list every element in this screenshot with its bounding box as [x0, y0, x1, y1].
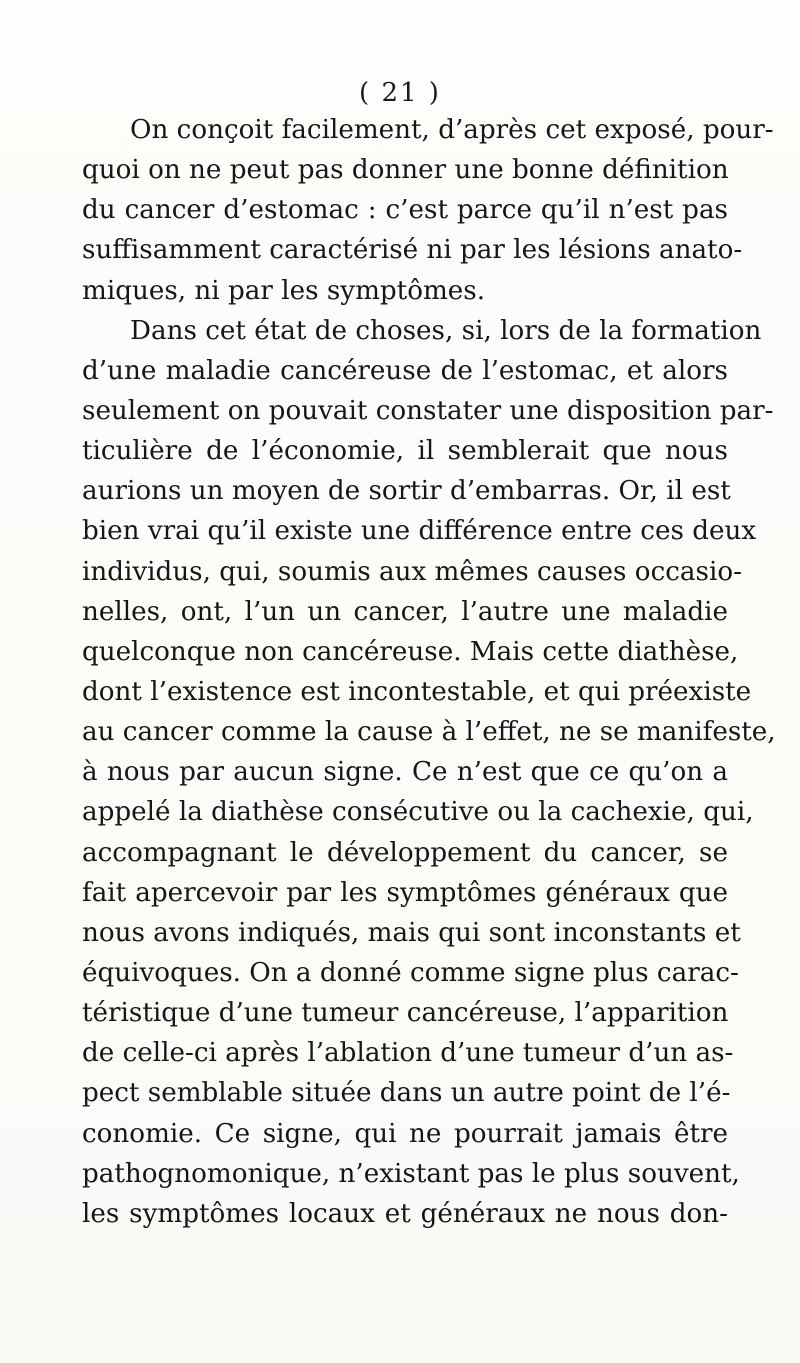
text-line: à nous par aucun signe. Ce n’est que ce qu’on a — [82, 757, 728, 788]
text-line: équivoques. On a donné comme signe plus carac- — [82, 957, 739, 988]
text-line: quoi on ne peut pas donner une bonne définition — [82, 155, 729, 186]
text-line: nelles, ont, l’un un cancer, l’autre une maladie — [82, 596, 728, 627]
text-line: fait apercevoir par les symptômes généraux que — [82, 877, 728, 908]
text-line: accompagnant le développement du cancer, se — [82, 837, 728, 868]
text-line: appelé la diathèse consécutive ou la cachexie, qui, — [82, 797, 754, 828]
text-line: Dans cet état de choses, si, lors de la formation — [130, 315, 762, 346]
body-text — [82, 110, 776, 1234]
text-line: d’une maladie cancéreuse de l’estomac, et alors — [82, 355, 728, 386]
text-line: ticulière de l’économie, il semblerait que nous — [82, 436, 728, 467]
text-line: quelconque non cancéreuse. Mais cette diathèse, — [82, 636, 739, 667]
text-line: pect semblable située dans un autre point de l’é- — [82, 1078, 731, 1109]
text-line: aurions un moyen de sortir d’embarras. Or, il est — [82, 476, 731, 507]
text-line: téristique d’une tumeur cancéreuse, l’apparition — [82, 998, 729, 1029]
text-line: de celle-ci après l’ablation d’une tumeur d’un as- — [82, 1038, 734, 1069]
text-line: conomie. Ce signe, qui ne pourrait jamais être — [82, 1118, 728, 1149]
text-line: dont l’existence est incontestable, et qui préexiste — [82, 676, 752, 707]
text-line: nous avons indiqués, mais qui sont inconstants et — [82, 917, 741, 948]
text-line: bien vrai qu’il existe une différence entre ces deux — [82, 516, 757, 547]
text-line: miques, ni par les symptômes. — [82, 275, 486, 306]
text-line: suffisamment caractérisé ni par les lésions anato- — [82, 235, 743, 266]
text-line: On conçoit facilement, d’après cet exposé, pour- — [130, 115, 774, 145]
text-line: du cancer d’estomac : c’est parce qu’il n’est pas — [82, 195, 728, 226]
text-line: au cancer comme la cause à l’effet, ne se manifeste, — [82, 717, 776, 748]
text-line: pathognomonique, n’existant pas le plus souvent, — [82, 1158, 740, 1189]
text-line: les symptômes locaux et généraux ne nous don- — [82, 1198, 728, 1229]
text-line: individus, qui, soumis aux mêmes causes occasio- — [82, 556, 742, 587]
text-line: seulement on pouvait constater une disposition par- — [82, 395, 774, 426]
page-number: ( 21 ) — [359, 78, 441, 108]
